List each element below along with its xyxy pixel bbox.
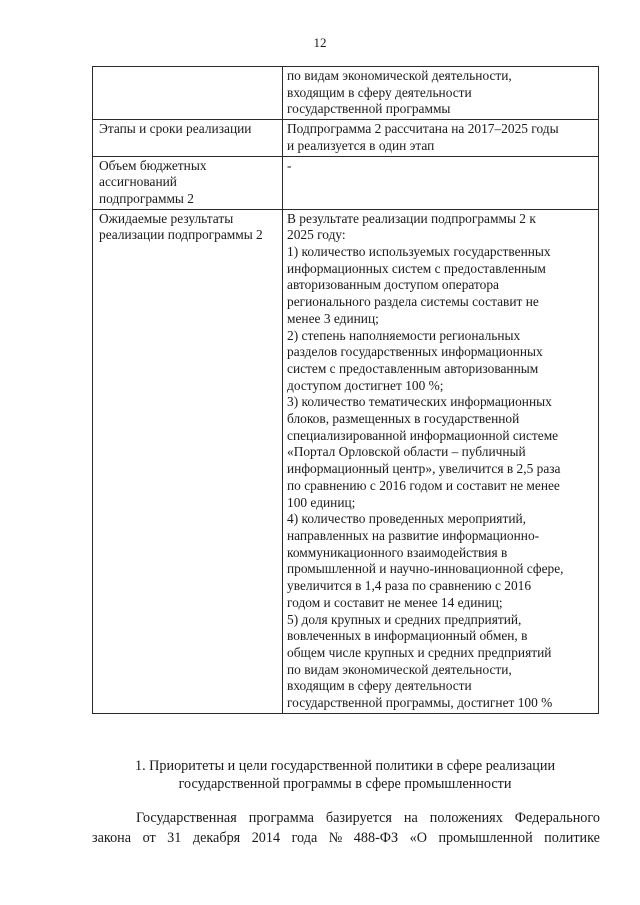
body-paragraph xyxy=(92,808,600,848)
row-value-cell xyxy=(283,120,599,156)
row-label-cell xyxy=(93,120,283,156)
cell-text-line: доступом достигнет 100 %; xyxy=(287,377,444,393)
paragraph-word: промышленной xyxy=(438,830,533,846)
cell-text-line: 4) количество проведенных мероприятий, xyxy=(287,511,526,527)
cell-text-line: авторизованным доступом оператора xyxy=(287,277,499,293)
cell-text-line: специализированной информационной системе xyxy=(287,427,559,443)
row-value-cell xyxy=(283,209,599,713)
cell-text-line: 100 единиц; xyxy=(287,494,356,510)
row-value-cell xyxy=(283,67,599,120)
paragraph-word: № xyxy=(328,830,343,846)
paragraph-line xyxy=(92,808,600,828)
cell-text-line: блоков, размещенных в государственной xyxy=(287,411,520,427)
paragraph-word: базируется xyxy=(325,810,392,826)
cell-text-line: подпрограммы 2 xyxy=(99,190,194,206)
cell-text-line: коммуникационного взаимодействия в xyxy=(287,544,508,560)
cell-text-line: государственной программы, достигнет 100 % xyxy=(287,695,553,711)
cell-text-line: входящим в сферу деятельности xyxy=(287,84,472,100)
cell-text-line: систем с предоставленным авторизованным xyxy=(287,360,539,376)
paragraph-word: закона xyxy=(92,830,132,846)
cell-text-line: регионального раздела системы составит не xyxy=(287,294,539,310)
section-heading xyxy=(92,757,598,793)
paragraph-word: Государственная xyxy=(136,810,237,826)
row-value-cell xyxy=(283,156,599,209)
table-row xyxy=(93,67,599,120)
cell-text-line: по сравнению с 2016 годом и составит не менее xyxy=(287,477,560,493)
cell-text-line: и реализуется в один этап xyxy=(287,137,435,153)
row-label-cell xyxy=(93,156,283,209)
cell-text-line: информационный центр», увеличится в 2,5 раза xyxy=(287,461,561,477)
subprogram-passport-table xyxy=(92,66,599,714)
cell-text-line: 1) количество используемых государственных xyxy=(287,244,551,260)
cell-text-line: Объем бюджетных xyxy=(99,157,207,173)
cell-text-line: по видам экономической деятельности, xyxy=(287,68,512,83)
row-label-cell xyxy=(93,67,283,120)
cell-text-line: государственной программы xyxy=(287,101,451,117)
paragraph-line xyxy=(92,828,600,848)
section-heading-line: государственной программы в сфере промышленности xyxy=(178,776,512,792)
paragraph-word: 2014 xyxy=(251,830,281,846)
section-heading-line: 1. Приоритеты и цели государственной политики в сфере реализации xyxy=(134,758,556,774)
paragraph-word: Федерального xyxy=(514,810,600,826)
cell-text-line: направленных на развитие информационно- xyxy=(287,527,540,543)
row-label-cell xyxy=(93,209,283,713)
cell-text-line: В результате реализации подпрограммы 2 к xyxy=(287,210,536,226)
paragraph-word: 488-ФЗ xyxy=(353,830,399,846)
paragraph-word: «О xyxy=(409,830,427,846)
cell-text-line: входящим в сферу деятельности xyxy=(287,678,472,694)
paragraph-word: положениях xyxy=(429,810,503,826)
cell-text-line: Подпрограмма 2 рассчитана на 2017–2025 годы xyxy=(287,121,559,137)
cell-text-line: 2025 году: xyxy=(287,227,346,243)
table-row xyxy=(93,120,599,156)
cell-text-line: реализации подпрограммы 2 xyxy=(99,227,263,243)
cell-text-line: 5) доля крупных и средних предприятий, xyxy=(287,611,522,627)
cell-text-line: вовлеченных в информационный обмен, в xyxy=(287,628,528,644)
cell-text-line: по видам экономической деятельности, xyxy=(287,661,512,677)
paragraph-word: политике xyxy=(544,830,600,846)
cell-text-line: 2) степень наполняемости региональных xyxy=(287,327,521,343)
cell-text-line: Ожидаемые результаты xyxy=(99,210,234,226)
cell-text-line: увеличится в 1,4 раза по сравнению с 2016 xyxy=(287,578,532,594)
cell-text-line: разделов государственных информационных xyxy=(287,344,543,360)
paragraph-word: декабря xyxy=(192,830,241,846)
paragraph-word: года xyxy=(291,830,318,846)
table-row xyxy=(93,209,599,713)
cell-text-line: годом и составит не менее 14 единиц; xyxy=(287,594,503,610)
paragraph-word: на xyxy=(403,810,418,826)
cell-text-line: информационных систем с предоставленным xyxy=(287,260,546,276)
cell-text-line: «Портал Орловской области – публичный xyxy=(287,444,526,460)
cell-text-line: промышленной и научно-инновационной сфере, xyxy=(287,561,564,577)
cell-text-line: общем числе крупных и средних предприятий xyxy=(287,644,552,660)
page-number: 12 xyxy=(313,35,327,50)
paragraph-word: 31 xyxy=(167,830,182,846)
paragraph-word: программа xyxy=(248,810,314,826)
cell-text-line: менее 3 единиц; xyxy=(287,310,379,326)
table-row xyxy=(93,156,599,209)
cell-text-line: ассигнований xyxy=(99,174,177,190)
cell-text-line: - xyxy=(287,157,292,173)
cell-text-line: 3) количество тематических информационных xyxy=(287,394,552,410)
cell-text-line: Этапы и сроки реализации xyxy=(99,121,252,137)
paragraph-word: от xyxy=(142,830,156,846)
